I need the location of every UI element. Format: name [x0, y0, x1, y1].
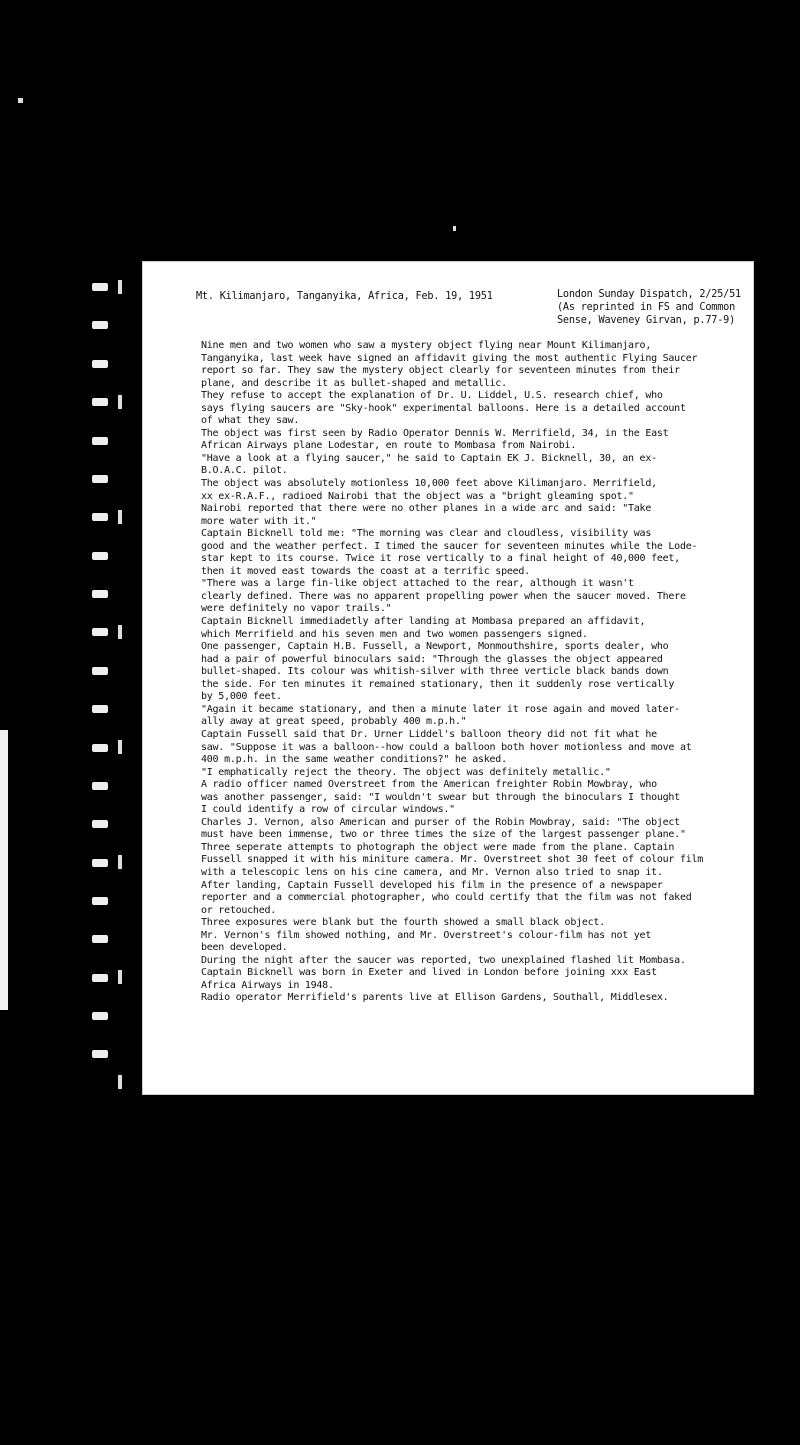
article-line: of what they saw. — [201, 415, 300, 427]
article-line: by 5,000 feet. — [201, 691, 282, 703]
article-line: was another passenger, said: "I wouldn't swear but through the binoculars I thought — [201, 791, 680, 803]
article-line: report so far. They saw the mystery object clearly for seventeen minutes from their — [201, 365, 680, 377]
article-line: with a telescopic lens on his cine camera, and Mr. Vernon also tried to snap it. — [201, 866, 663, 878]
article-line: I could identify a row of circular windows." — [201, 804, 455, 816]
article-line: "I emphatically reject the theory. The object was definitely metallic." — [201, 766, 611, 778]
binder-hole — [92, 1012, 108, 1020]
source-line: (As reprinted in FS and Common — [557, 302, 736, 313]
article-line: The object was absolutely motionless 10,000 feet above Kilimanjaro. Merrifield, — [201, 478, 657, 490]
binder-hole — [92, 667, 108, 675]
article-line: had a pair of powerful binoculars said: "Through the glasses the object appeared — [201, 653, 663, 665]
article-line: "Have a look at a flying saucer," he said to Captain EK J. Bicknell, 30, an ex- — [201, 452, 657, 464]
article-line: plane, and describe it as bullet-shaped and metallic. — [201, 377, 507, 389]
article-line: "Again it became stationary, and then a minute later it rose again and moved later- — [201, 703, 680, 715]
binder-hole — [92, 859, 108, 867]
article-line: African Airways plane Lodestar, en route to Mombasa from Nairobi. — [201, 440, 577, 452]
binder-hole — [92, 935, 108, 943]
binder-hole — [92, 475, 108, 483]
article-line: says flying saucers are "Sky-hook" experimental balloons. Here is a detailed account — [201, 402, 686, 414]
binder-hole — [92, 398, 108, 406]
binder-hole — [92, 590, 108, 598]
article-line: Captain Bicknell told me: "The morning was clear and cloudless, visibility was — [201, 528, 652, 540]
binder-tick — [118, 625, 122, 639]
binder-tick — [118, 395, 122, 409]
binder-hole — [92, 820, 108, 828]
binder-tick — [118, 855, 122, 869]
article-line: Fussell snapped it with his miniture camera. Mr. Overstreet shot 30 feet of colour film — [201, 854, 704, 866]
article-line: "There was a large fin-like object attached to the rear, although it wasn't — [201, 578, 634, 590]
adjacent-page-edge — [0, 730, 8, 1010]
article-line: They refuse to accept the explanation of Dr. U. Liddel, U.S. research chief, who — [201, 390, 663, 402]
article-line: Africa Airways in 1948. — [201, 979, 334, 991]
binder-hole — [92, 437, 108, 445]
binder-hole — [92, 974, 108, 982]
binder-hole — [92, 360, 108, 368]
binder-tick — [118, 1075, 122, 1089]
article-line: clearly defined. There was no apparent propelling power when the saucer moved. There — [201, 590, 686, 602]
article-line: After landing, Captain Fussell developed his film in the presence of a newspaper — [201, 879, 663, 891]
article-line: star kept to its course. Twice it rose vertically to a final height of 40,000 feet, — [201, 553, 680, 565]
binder-tick — [118, 510, 122, 524]
article-line: were definitely no vapor trails." — [201, 603, 392, 615]
article-line: then it moved east towards the coast at a terrific speed. — [201, 565, 530, 577]
binder-hole — [92, 552, 108, 560]
article-line: Mr. Vernon's film showed nothing, and Mr. Overstreet's colour-film has not yet — [201, 929, 652, 941]
article-body — [201, 340, 741, 1005]
binder-hole — [92, 283, 108, 291]
binder-hole — [92, 897, 108, 905]
binder-hole — [92, 513, 108, 521]
binder-tick — [118, 970, 122, 984]
article-line: Three seperate attempts to photograph the object were made from the plane. Captain — [201, 841, 675, 853]
article-line: Captain Bicknell was born in Exeter and lived in London before joining xxx East — [201, 967, 657, 979]
article-line: Captain Bicknell immediadetly after landing at Mombasa prepared an affidavit, — [201, 616, 646, 628]
article-line: must have been immense, two or three times the size of the largest passenger plane." — [201, 829, 686, 841]
source-line: London Sunday Dispatch, 2/25/51 — [557, 289, 741, 300]
article-line: Captain Fussell said that Dr. Urner Liddel's balloon theory did not fit what he — [201, 728, 657, 740]
article-line: 400 m.p.h. in the same weather conditions?" he asked. — [201, 754, 507, 766]
location-date-heading: Mt. Kilimanjaro, Tanganyika, Africa, Feb. 19, 1951 — [196, 291, 493, 302]
binder-hole — [92, 744, 108, 752]
source-line: Sense, Waveney Girvan, p.77-9) — [557, 315, 736, 326]
article-line: which Merrifield and his seven men and two women passengers signed. — [201, 628, 588, 640]
article-line: During the night after the saucer was reported, two unexplained flashed lit Mombasa. — [201, 954, 686, 966]
article-line: One passenger, Captain H.B. Fussell, a Newport, Monmouthshire, sports dealer, who — [201, 641, 669, 653]
binder-hole — [92, 321, 108, 329]
article-line: Radio operator Merrifield's parents live at Ellison Gardens, Southall, Middlesex. — [201, 992, 669, 1004]
scan-speck — [453, 226, 456, 231]
article-line: Charles J. Vernon, also American and purser of the Robin Mowbray, said: "The object — [201, 816, 680, 828]
scan-speck — [18, 98, 23, 103]
article-line: Tanganyika, last week have signed an affidavit giving the most authentic Flying Saucer — [201, 352, 698, 364]
article-line: xx ex-R.A.F., radioed Nairobi that the object was a "bright gleaming spot." — [201, 490, 634, 502]
article-line: or retouched. — [201, 904, 277, 916]
article-line: reporter and a commercial photographer, who could certify that the film was not faked — [201, 892, 692, 904]
article-line: more water with it." — [201, 515, 317, 527]
article-line: bullet-shaped. Its colour was whitish-silver with three verticle black bands down — [201, 666, 669, 678]
article-line: ally away at great speed, probably 400 m.p.h." — [201, 716, 467, 728]
article-line: Nine men and two women who saw a mystery object flying near Mount Kilimanjaro, — [201, 340, 652, 351]
article-line: saw. "Suppose it was a balloon--how could a balloon both hover motionless and move at — [201, 741, 692, 753]
source-citation — [557, 288, 741, 327]
binder-tick — [118, 740, 122, 754]
article-line: A radio officer named Overstreet from the American freighter Robin Mowbray, who — [201, 779, 657, 791]
binder-hole — [92, 628, 108, 636]
article-line: B.O.A.C. pilot. — [201, 465, 288, 477]
article-line: the side. For ten minutes it remained stationary, then it suddenly rose vertically — [201, 678, 675, 690]
article-line: Nairobi reported that there were no other planes in a wide arc and said: "Take — [201, 503, 652, 515]
document-page — [143, 262, 753, 1094]
article-line: been developed. — [201, 942, 288, 954]
article-line: good and the weather perfect. I timed the saucer for seventeen minutes while the Lode- — [201, 540, 698, 552]
binder-hole — [92, 782, 108, 790]
binder-hole — [92, 1050, 108, 1058]
article-line: Three exposures were blank but the fourth showed a small black object. — [201, 917, 605, 929]
binder-hole — [92, 705, 108, 713]
article-line: The object was first seen by Radio Operator Dennis W. Merrifield, 34, in the East — [201, 427, 669, 439]
binder-tick — [118, 280, 122, 294]
